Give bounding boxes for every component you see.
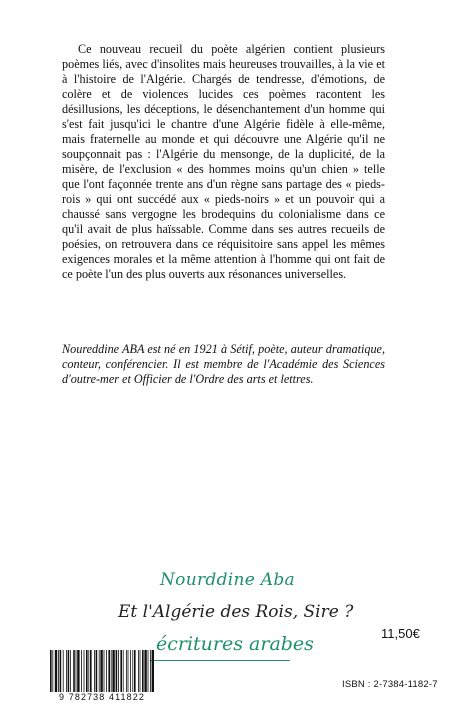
barcode-bar	[152, 650, 154, 694]
barcode	[46, 650, 158, 702]
barcode-bar	[77, 650, 79, 694]
barcode-bar	[99, 650, 100, 694]
barcode-bar	[73, 650, 75, 694]
barcode-bar	[106, 650, 107, 694]
barcode-bar	[118, 650, 119, 694]
barcode-bar	[140, 650, 141, 694]
barcode-bar	[112, 650, 114, 694]
barcode-bar	[66, 650, 67, 694]
barcode-bar	[94, 650, 95, 694]
barcode-bar	[111, 650, 112, 694]
barcode-digits: 9 782738 411822	[46, 692, 158, 703]
author-bio: Noureddine ABA est né en 1921 à Sétif, poète, auteur dramatique, conteur, conférencier. Il est membre de l'Académie des Sciences d'outre-mer et Officier de l'Ordre des arts et lettres.	[62, 342, 385, 386]
barcode-bar	[76, 650, 77, 694]
barcode-bar	[70, 650, 71, 694]
barcode-bar	[63, 650, 64, 694]
barcode-bar	[150, 650, 151, 694]
barcode-bar	[60, 650, 62, 694]
barcode-bar	[104, 650, 105, 694]
barcode-bar	[88, 650, 89, 694]
barcode-bar	[116, 650, 118, 694]
barcode-bars	[46, 650, 158, 694]
barcode-bar	[58, 650, 59, 694]
barcode-bar	[130, 650, 131, 694]
barcode-bar	[132, 650, 133, 694]
blurb-text	[62, 42, 385, 282]
barcode-bar	[128, 650, 129, 694]
barcode-bar	[108, 650, 110, 694]
barcode-bar	[84, 650, 85, 694]
barcode-bar	[68, 650, 70, 694]
barcode-bar	[50, 650, 52, 694]
barcode-bar	[52, 650, 53, 694]
author-signature: Nourddine Aba	[160, 570, 295, 590]
price-label: 11,50€	[381, 626, 420, 641]
barcode-bar	[96, 650, 98, 694]
book-title: Et l'Algérie des Rois, Sire ?	[118, 602, 354, 622]
barcode-bar	[126, 650, 127, 694]
barcode-bar	[120, 650, 122, 694]
collection-name: écritures arabes	[156, 633, 314, 655]
barcode-bar	[134, 650, 136, 694]
barcode-bar	[86, 650, 88, 694]
barcode-bar	[55, 650, 57, 694]
barcode-bar	[144, 650, 146, 694]
barcode-bar	[123, 650, 124, 694]
blurb-paragraph: Ce nouveau recueil du poète algérien contient plusieurs poèmes liés, avec d'insolites mais heureuses trouvailles, à la vie et à l'histoire de l'Algérie. Chargés de tendresse, d'émotions, de colère et de violences lucides ces poèmes racontent les désillusions, les déceptions, le désenchantement d'un homme qui s'est fait jusqu'ici le chantre d'une Algérie fidèle à elle-même, mais fraternelle au monde et qui découvre une Algérie qu'il ne soupçonnait pas : l'Algérie du mensonge, de la duplicité, de la misère, de l'exclusion « des hommes moins qu'un chien » telle que l'ont façonnée trente ans d'un règne sans partage des « pieds-rois » qui ont succédé aux « pieds-noirs » et un pouvoir qui a chaussé sans vergogne les brodequins du colonialisme dans ce qu'il avait de plus haïssable. Comme dans ses autres recueils de poésies, on retrouvera dans ce réquisitoire sans appel les mêmes exigences morales et la même attention à l'homme qui ont fait de ce poète l'un des plus ouverts aux résonances universelles.	[62, 42, 385, 281]
barcode-bar	[138, 650, 139, 694]
barcode-bar	[90, 650, 92, 694]
barcode-bar	[81, 650, 82, 694]
collection-underline	[150, 660, 290, 661]
barcode-bar	[142, 650, 144, 694]
isbn-label: ISBN : 2-7384-1182-7	[342, 679, 438, 690]
barcode-bar	[100, 650, 102, 694]
barcode-bar	[148, 650, 149, 694]
